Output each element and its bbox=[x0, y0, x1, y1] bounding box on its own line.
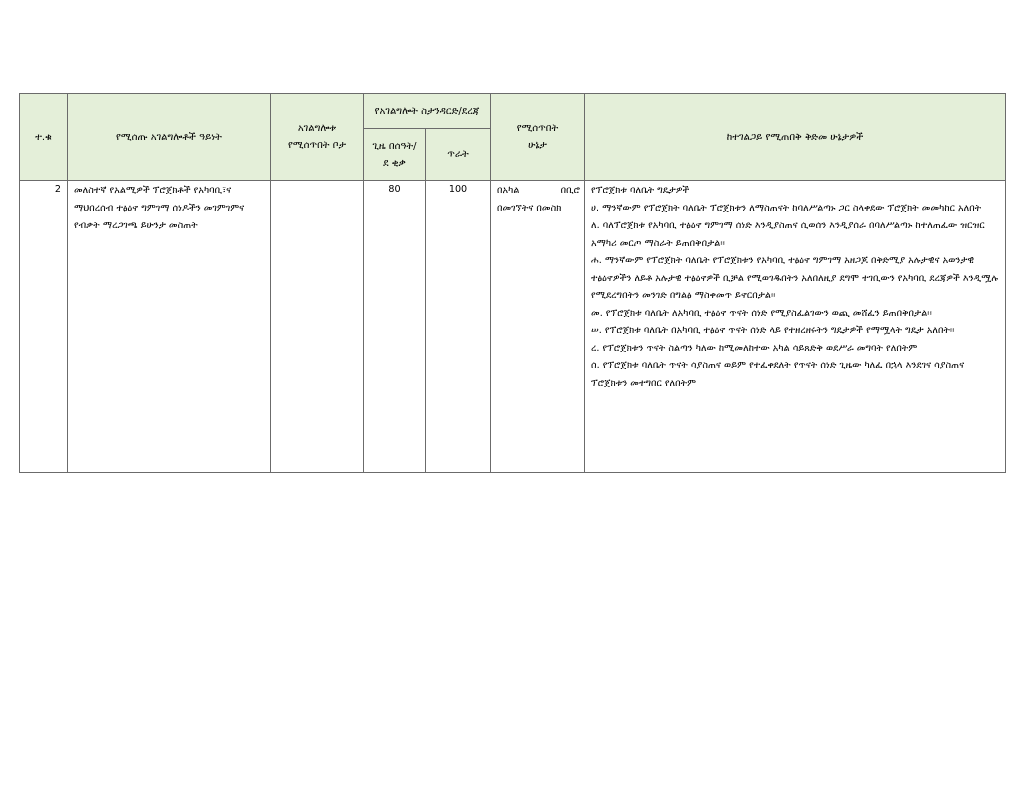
header-prerequisites: ከተገልጋይ የሚጠበቅ ቅድመ ሁኔታዎች bbox=[585, 94, 1006, 181]
condition-item: ሀ. ማንኛውም የፕሮጀክት ባለቤት ፕሮጀክቱን ለማስጠናት ከባለሥልጣኑ ጋር ስላቀደው ፕሮጀክት መመካከር አለበት bbox=[591, 202, 982, 214]
condition-item: ሰ. የፕሮጀክቱ ባለቤት ጥናት ሳያስጠና ወይም የተፈቀደለት የጥናት ሰነድ ጊዜው ካለፈ በኋላ እንደገና ሳያስጠና ፕሮጀክቱን መተግበር የለበትም bbox=[591, 360, 965, 389]
location-cell bbox=[271, 181, 364, 473]
header-service-type: የሚሰጡ አገልግሎቶች ዓይነት bbox=[68, 94, 271, 181]
row-number: 2 bbox=[20, 181, 68, 473]
header-standard-group: የአገልግሎት ስታንዳርድ/ደረጃ bbox=[364, 94, 491, 129]
condition-item: ሠ. የፕሮጀክቱ ባለቤት በአካባቢ ተፅዕኖ ጥናት ሰነድ ላይ የተዘረዘሩትን ግዴታዎች የማሟላት ግዴታ አለበት፡፡ bbox=[591, 325, 955, 336]
service-standards-table bbox=[19, 93, 1006, 473]
header-delivery-mode: የሚሰጥበት ሁኔታ bbox=[491, 94, 585, 181]
condition-item: መ. የፕሮጀክቱ ባለቤት ለአካባቢ ተፅዕኖ ጥናት ሰነድ የሚያስፈልገውን ወጪ መሸፈን ይጠበቅበታል፡፡ bbox=[591, 307, 932, 319]
condition-item: ሐ. ማንኛውም የፕሮጀክት ባለቤት የፕሮጀክቱን የአካባቢ ተፅዕኖ ግምገማ አዘጋጆ በቅድሚያ አሉታዊና አወንታዊ ተፅዕኖዎችን ለይቶ አሉታዊ ተፅዕኖዎች ቢቻል የሚወገዱበትን አለበለዚያ ደግሞ ተገቢውን የአካባቢ ደረጃዎች እንዲሟሉ የሚደረግበትን መንገድ በግልፅ ማስቀመጥ ይኖርበታል፡፡ bbox=[591, 255, 999, 301]
header-time: ጊዜ በሰዓት/ደ ቂቃ bbox=[364, 129, 426, 181]
service-type-cell: መለስተኛ የአልሚዎች ፕሮጀክቶች የአካባቢ፣ና ማህበረሰብ ተፅዕኖ ግምገማ ሰነዶችን መገምገምና የብቃት ማረጋገጫ ይሁንታ መስጠት bbox=[68, 181, 271, 473]
condition-item: ረ. የፕሮጀክቱን ጥናት ስልጣን ካለው ከሚመለከተው አካል ሳይጸድቅ ወደሥራ መግባት የለበትም bbox=[591, 342, 918, 354]
header-number: ተ.ቁ bbox=[20, 94, 68, 181]
time-cell: 80 bbox=[364, 181, 426, 473]
header-location: አገልግሎቱ የሚሰጥበት ቦታ bbox=[271, 94, 364, 181]
quality-cell: 100 bbox=[426, 181, 491, 473]
delivery-mode-cell: በአካል በቢሮ በመገኘትና በመስክ bbox=[491, 181, 585, 473]
header-quality: ጥራት bbox=[426, 129, 491, 181]
prerequisites-cell bbox=[585, 181, 1006, 473]
table-row bbox=[20, 181, 1006, 473]
condition-heading: የፕሮጀክቱ ባለቤት ግዴታዎች bbox=[591, 185, 690, 196]
condition-item: ለ. ባለፕሮጀክቱ የአካባቢ ተፅዕኖ ግምገማ ሰነድ እንዲያስጠና ሲወሰን እንዲያሰራ በባለሥልጣኑ ከተለጠፈው ዝርዝር አማካሪ መርጦ ማስራት ይጠበቅበታል፡፡ bbox=[591, 220, 985, 249]
